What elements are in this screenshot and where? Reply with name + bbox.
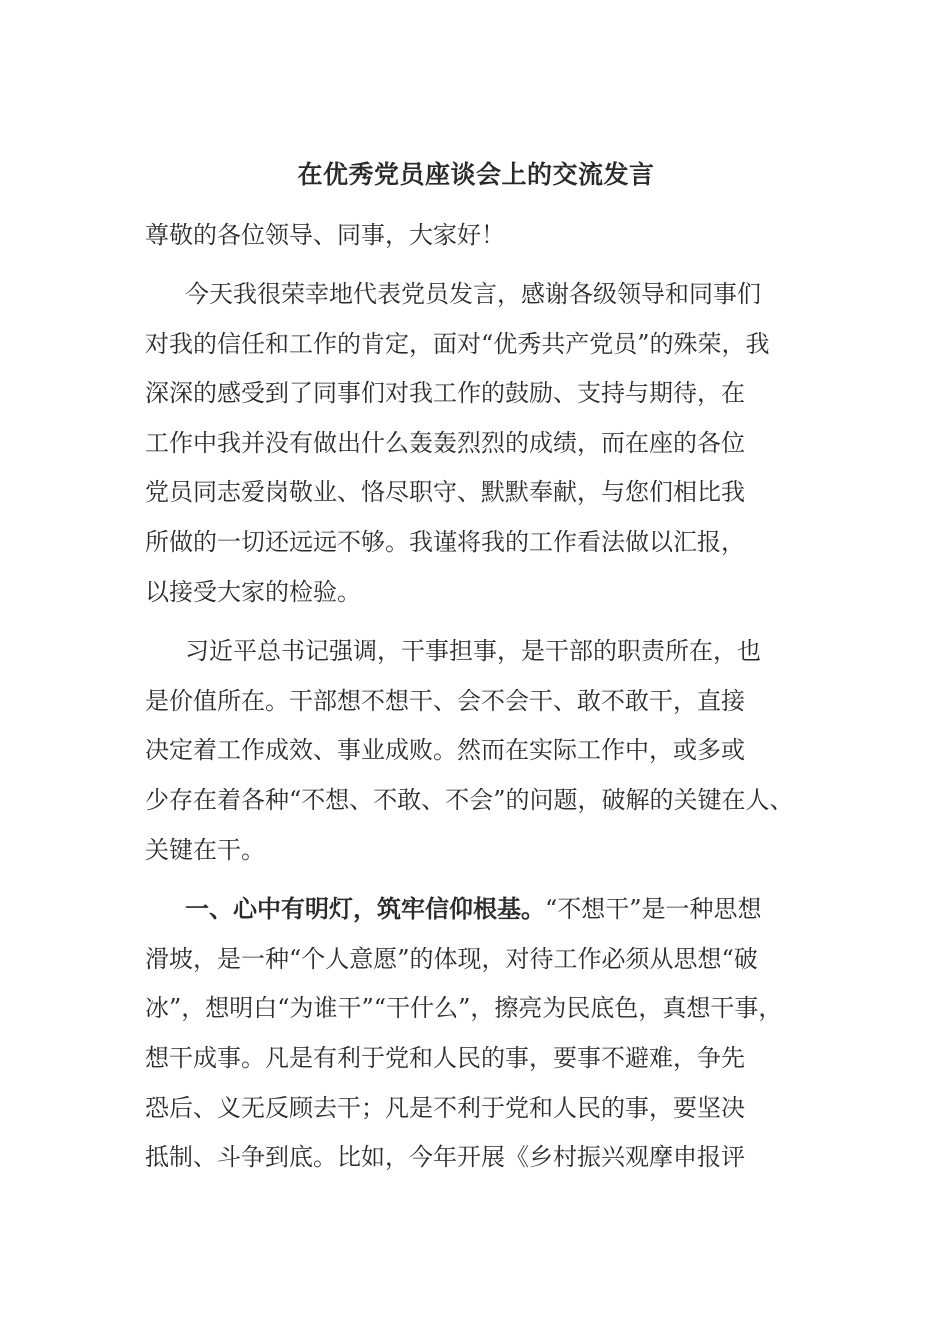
paragraph-line: 是价值所在。干部想不想干、会不会干、敢不敢干，直接 [145,686,745,715]
paragraph-2 [145,627,807,875]
section-heading: 一、心中有明灯，筑牢信仰根基。 [185,895,545,924]
paragraph-line: 对我的信任和工作的肯定，面对“优秀共产党员”的殊荣，我 [145,329,770,358]
paragraph-line: 抵制、斗争到底。比如，今年开展《乡村振兴观摩申报评 [145,1143,745,1172]
paragraph-line: 冰”，想明白“为谁干”“干什么”，擦亮为民底色，真想干事， [145,994,783,1023]
paragraph-line: 党员同志爱岗敬业、恪尽职守、默默奉献，与您们相比我 [145,478,745,507]
paragraph-line: 以接受大家的检验。 [145,577,361,606]
salutation: 尊敬的各位领导、同事，大家好！ [145,221,505,249]
document-title: 在优秀党员座谈会上的交流发言 [297,160,655,189]
paragraph-line: 所做的一切还远远不够。我谨将我的工作看法做以汇报， [145,527,745,556]
document-body [145,150,807,1183]
paragraph-line: 少存在着各种“不想、不敢、不会”的问题，破解的关键在人、 [145,785,794,814]
paragraph-1 [145,270,807,617]
paragraph-line: 滑坡，是一种“个人意愿”的体现，对待工作必须从思想“破 [145,944,758,973]
paragraph-line: 习近平总书记强调，干事担事，是干部的职责所在，也 [185,637,761,666]
paragraph-line: 今天我很荣幸地代表党员发言，感谢各级领导和同事们 [185,280,761,308]
paragraph-line: 工作中我并没有做出什么轰轰烈烈的成绩，而在座的各位 [145,428,745,457]
paragraph-line: 深深的感受到了同事们对我工作的鼓励、支持与期待，在 [145,379,745,408]
paragraph-3 [145,885,807,1183]
paragraph-line: 恐后、义无反顾去干；凡是不利于党和人民的事，要坚决 [145,1093,745,1122]
paragraph-line-with-lead [145,885,807,935]
paragraph-line: 关键在干。 [145,835,265,864]
paragraph-text: “不想干”是一种思想 [545,895,762,924]
paragraph-line: 决定着工作成效、事业成败。然而在实际工作中，或多或 [145,736,745,765]
paragraph-line: 想干成事。凡是有利于党和人民的事，要事不避难，争先 [145,1043,745,1072]
